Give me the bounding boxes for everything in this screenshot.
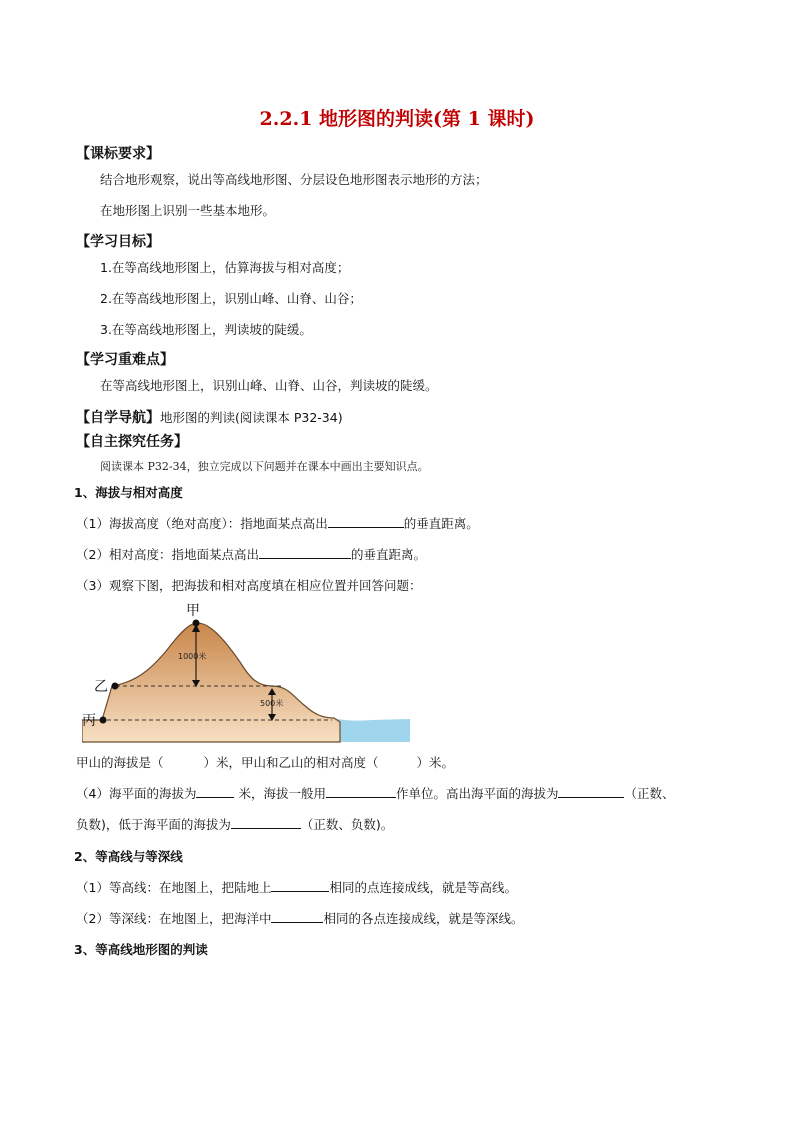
answer-blank[interactable] bbox=[231, 815, 301, 829]
q1-fill-c: ）米。 bbox=[416, 755, 455, 770]
q1-a4-line1 bbox=[76, 784, 675, 802]
daohang-text: 地形图的判读(阅读课本 P32-34) bbox=[160, 410, 343, 425]
point-bing bbox=[100, 717, 107, 724]
heading-kebiao: 【课标要求】 bbox=[76, 146, 160, 162]
heading-q1: 1、海拔与相对高度 bbox=[74, 485, 183, 500]
q1-a4-line2 bbox=[76, 815, 393, 833]
q1-a4-p2: 米，海拔一般用 bbox=[238, 786, 326, 801]
heading-tanjiu: 【自主探究任务】 bbox=[76, 434, 188, 450]
mubiao-line-1: 1.在等高线地形图上，估算海拔与相对高度； bbox=[100, 260, 350, 275]
heading-daohang: 【自学导航】 bbox=[76, 410, 160, 426]
answer-blank[interactable] bbox=[271, 909, 323, 923]
q1-a4-p3: 作单位。高出海平面的海拔为 bbox=[395, 786, 559, 801]
q2-a1-pre: （1）等高线：在地图上，把陆地上 bbox=[76, 880, 272, 895]
label-500: 500米 bbox=[260, 699, 284, 708]
daohang-row bbox=[76, 407, 343, 427]
q1-a4-p1: （4）海平面的海拔为 bbox=[76, 786, 197, 801]
q1-a4-p5: 负数)，低于海平面的海拔为 bbox=[76, 817, 231, 832]
q1-a2-post: 的垂直距离。 bbox=[350, 547, 426, 562]
answer-blank[interactable] bbox=[326, 784, 396, 798]
q2-a1 bbox=[76, 878, 517, 896]
mubiao-line-2: 2.在等高线地形图上，识别山峰、山脊、山谷； bbox=[100, 291, 362, 306]
heading-mubiao: 【学习目标】 bbox=[76, 234, 160, 250]
answer-blank[interactable] bbox=[196, 784, 234, 798]
q1-a2 bbox=[76, 545, 426, 563]
tanjiu-note: 阅读课本 P32-34，独立完成以下问题并在课本中画出主要知识点。 bbox=[100, 460, 429, 473]
q1-a3: （3）观察下图，把海拔和相对高度填在相应位置并回答问题： bbox=[76, 578, 422, 593]
q2-a2 bbox=[76, 909, 523, 927]
zhongnan-line: 在等高线地形图上，识别山峰、山脊、山谷，判读坡的陡缓。 bbox=[100, 378, 438, 393]
elevation-diagram bbox=[82, 600, 412, 745]
q1-a1-post: 的垂直距离。 bbox=[403, 516, 479, 531]
q1-a4-p4: （正数、 bbox=[624, 786, 675, 801]
label-jia: 甲 bbox=[186, 603, 200, 619]
label-yi: 乙 bbox=[94, 679, 108, 695]
kebiao-line-2: 在地形图上识别一些基本地形。 bbox=[100, 203, 276, 218]
q2-a2-pre: （2）等深线：在地图上，把海洋中 bbox=[76, 911, 272, 926]
q2-a2-post: 相同的各点连接成线，就是等深线。 bbox=[323, 911, 524, 926]
label-bing: 丙 bbox=[82, 713, 96, 729]
point-jia bbox=[193, 620, 200, 627]
q1-a1 bbox=[76, 514, 479, 532]
q1-fill-a: 甲山的海拔是（ bbox=[76, 755, 164, 770]
q1-a2-pre: （2）相对高度：指地面某点高出 bbox=[76, 547, 259, 562]
q2-a1-post: 相同的点连接成线，就是等高线。 bbox=[329, 880, 517, 895]
answer-blank[interactable] bbox=[328, 514, 404, 528]
mubiao-line-3: 3.在等高线地形图上，判读坡的陡缓。 bbox=[100, 322, 312, 337]
heading-zhongnan: 【学习重难点】 bbox=[76, 352, 174, 368]
heading-q2: 2、等高线与等深线 bbox=[74, 849, 183, 864]
answer-blank[interactable] bbox=[558, 784, 624, 798]
q1-fill-b: ）米，甲山和乙山的相对高度（ bbox=[203, 755, 379, 770]
q1-fill bbox=[76, 753, 454, 771]
q1-a4-p6: （正数、负数)。 bbox=[300, 817, 394, 832]
answer-blank[interactable] bbox=[271, 878, 329, 892]
heading-q3: 3、等高线地形图的判读 bbox=[74, 942, 208, 957]
label-1000: 1000米 bbox=[178, 652, 207, 661]
mountain-profile bbox=[82, 623, 340, 742]
kebiao-line-1: 结合地形观察，说出等高线地形图、分层设色地形图表示地形的方法； bbox=[100, 172, 488, 187]
answer-blank[interactable] bbox=[259, 545, 351, 559]
water-area bbox=[332, 718, 410, 742]
q1-a1-pre: （1）海拔高度（绝对高度）：指地面某点高出 bbox=[76, 516, 328, 531]
point-yi bbox=[112, 683, 119, 690]
page-title: 2.2.1 地形图的判读(第 1 课时) bbox=[259, 108, 535, 130]
